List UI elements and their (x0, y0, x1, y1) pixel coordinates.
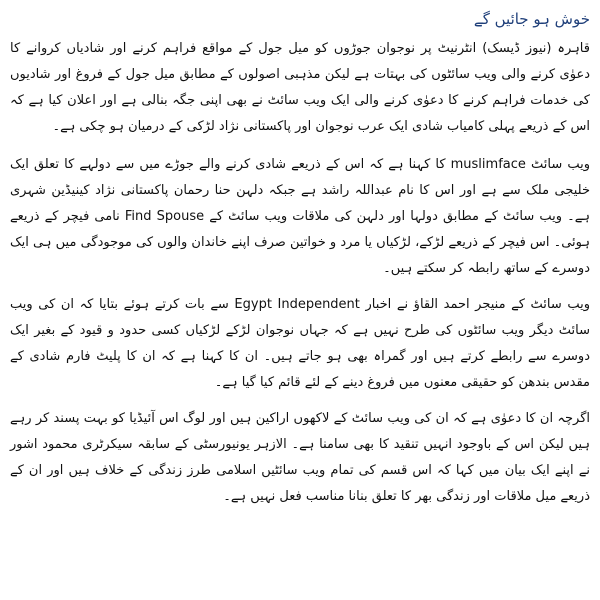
article-paragraph-1: قاہرہ (نیوز ڈیسک) انٹرنیٹ پر نوجوان جوڑوں کو میل جول کے مواقع فراہم کرنے اور شادیاں کروانے کا دعوٰی کرنے والی ویب سائٹوں کی بہتات ہے لیکن مذہبی اصولوں کے مطابق میل جول کے فروغ اور شادیوں کی خدمات فراہم کرنے کا دعوٰی کرنے والی ایک ویب سائٹ نے بھی اپنی جگہ بنالی ہے اور اعلان کیا ہے کہ اس کے ذریعے پہلی کامیاب شادی ایک عرب نوجوان اور پاکستانی نژاد لڑکی کے درمیان ہو چکی ہے۔ (10, 41, 590, 134)
article-paragraph-4: اگرچہ ان کا دعوٰی ہے کہ ان کی ویب سائٹ کے لاکھوں اراکین ہیں اور لوگ اس آئیڈیا کو بہت پسند کر رہے ہیں لیکن اس کے باوجود انہیں تنقید کا بھی سامنا ہے۔ الازہر یونیورسٹی کے سابقہ سیکرٹری محمود اشور نے اپنے ایک بیان میں کہا کہ اس قسم کی تمام ویب سائٹیں اسلامی طرز زندگی کے خلاف ہیں اور ان کے ذریعے میل ملاقات اور زندگی بھر کا تعلق بنانا مناسب فعل نہیں ہے۔ (10, 411, 590, 504)
article-title: خوش ہو جائیں گے (473, 10, 590, 28)
article-paragraph-2: ویب سائٹ muslimface کا کہنا ہے کہ اس کے ذریعے شادی کرنے والے جوڑے میں سے دولہے کا تعلق ایک خلیجی ملک سے ہے اور اس کا نام عبداللہ راشد ہے جبکہ دلہن حنا رحمان پاکستانی نژاد کینیڈین شہری ہے۔ ویب سائٹ کے مطابق دولہا اور دلہن کی ملاقات ویب سائٹ کے Find Spouse نامی فیچر کے ذریعے ہوئی۔ اس فیچر کے ذریعے لڑکے، لڑکیاں یا مرد و خواتین صرف اپنے خاندان والوں کی موجودگی میں ہی ایک دوسرے کے ساتھ رابطہ کر سکتے ہیں۔ (10, 157, 590, 276)
article-paragraph-3: ویب سائٹ کے منیجر احمد القاؤ نے اخبار Egypt Independent سے بات کرتے ہوئے بتایا کہ ان کی ویب سائٹ دیگر ویب سائٹوں کی طرح نہیں ہے کہ جہاں نوجوان لڑکے لڑکیاں کسی حدود و قیود کے بغیر ایک دوسرے سے رابطے کرتے ہیں اور گمراہ بھی ہو جاتے ہیں۔ ان کا کہنا ہے کہ ان کا پلیٹ فارم شادی کے مقدس بندھن کو حقیقی معنوں میں فروغ دینے کے لئے قائم کیا گیا ہے۔ (10, 297, 590, 390)
